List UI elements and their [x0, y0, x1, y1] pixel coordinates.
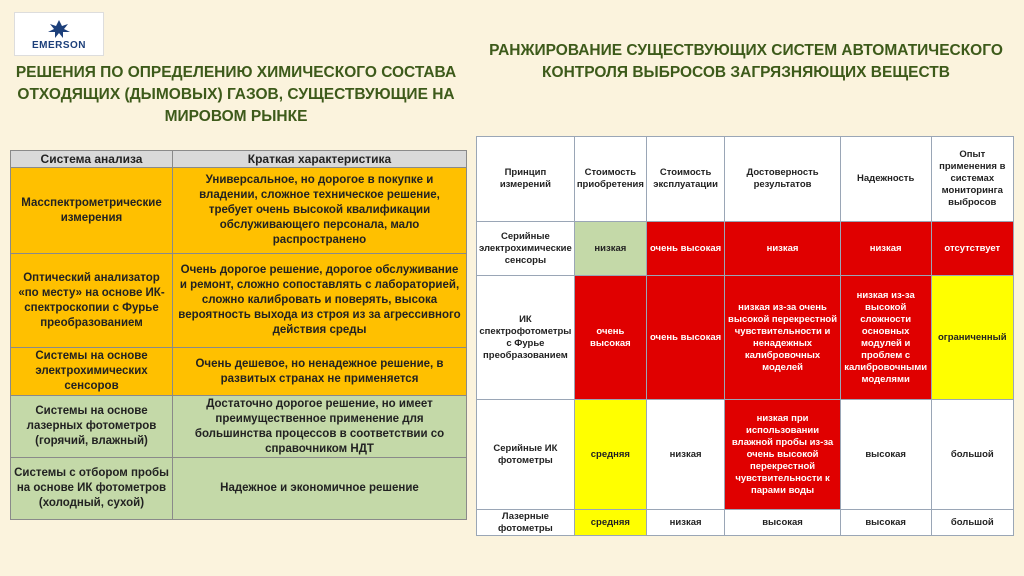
table-cell: ограниченный — [931, 276, 1013, 400]
table-row — [11, 396, 467, 458]
table-cell: низкая — [725, 222, 840, 276]
table-cell: отсутствует — [931, 222, 1013, 276]
table-row — [11, 168, 467, 254]
table-cell: высокая — [840, 400, 931, 510]
table-header-row — [11, 151, 467, 168]
system-name: Системы на основе электрохимических сенсоров — [11, 348, 173, 396]
systems-table — [10, 150, 467, 520]
header-system: Система анализа — [11, 151, 173, 168]
header-reliability-results: Достоверность результатов — [725, 137, 840, 222]
ranking-table — [476, 136, 1014, 536]
right-title: РАНЖИРОВАНИЕ СУЩЕСТВУЮЩИХ СИСТЕМ АВТОМАТИЧЕСКОГО КОНТРОЛЯ ВЫБРОСОВ ЗАГРЯЗНЯЮЩИХ ВЕЩЕСТВ — [489, 42, 1003, 81]
emerson-logo — [14, 12, 104, 56]
header-experience: Опыт применения в системах мониторинга выбросов — [931, 137, 1013, 222]
table-cell: высокая — [840, 510, 931, 536]
header-description: Краткая характеристика — [173, 151, 467, 168]
header-purchase-cost: Стоимость приобретения — [574, 137, 646, 222]
table-row — [477, 400, 1014, 510]
row-label: Серийные ИК фотометры — [477, 400, 575, 510]
header-operating-cost: Стоимость эксплуатации — [646, 137, 724, 222]
header-reliability: Надежность — [840, 137, 931, 222]
table-cell: очень высокая — [646, 276, 724, 400]
table-cell: низкая — [840, 222, 931, 276]
table-cell: низкая при использовании влажной пробы из-за очень высокой перекрестной чувствительности к парами воды — [725, 400, 840, 510]
left-title: РЕШЕНИЯ ПО ОПРЕДЕЛЕНИЮ ХИМИЧЕСКОГО СОСТАВА ОТХОДЯЩИХ (ДЫМОВЫХ) ГАЗОВ, СУЩЕСТВУЮЩИЕ НА МИРОВОМ РЫНКЕ — [15, 64, 457, 125]
table-header-row — [477, 137, 1014, 222]
table-cell: низкая из-за высокой сложности основных модулей и проблем с калибровочными моделями — [840, 276, 931, 400]
emerson-logo-icon — [46, 18, 72, 40]
table-row — [11, 458, 467, 520]
table-cell: средняя — [574, 510, 646, 536]
table-cell: низкая — [574, 222, 646, 276]
table-row — [11, 348, 467, 396]
table-cell: средняя — [574, 400, 646, 510]
table-row — [477, 222, 1014, 276]
table-cell: очень высокая — [574, 276, 646, 400]
system-description: Очень дешевое, но ненадежное решение, в развитых странах не применяется — [173, 348, 467, 396]
header-principle: Принцип измерений — [477, 137, 575, 222]
table-cell: высокая — [725, 510, 840, 536]
system-description: Надежное и экономичное решение — [173, 458, 467, 520]
table-cell: большой — [931, 510, 1013, 536]
system-name: Системы на основе лазерных фотометров (горячий, влажный) — [11, 396, 173, 458]
system-name: Системы с отбором пробы на основе ИК фотометров (холодный, сухой) — [11, 458, 173, 520]
table-row — [477, 276, 1014, 400]
row-label: Серийные электрохимические сенсоры — [477, 222, 575, 276]
table-cell: низкая — [646, 400, 724, 510]
logo-text: EMERSON — [31, 39, 87, 51]
row-label: ИК спектрофотометры с Фурье преобразованием — [477, 276, 575, 400]
table-cell: очень высокая — [646, 222, 724, 276]
system-description: Универсальное, но дорогое в покупке и владении, сложное техническое решение, требует очень высокой квалификации обслуживающего персонала, мало распространено — [173, 168, 467, 254]
row-label: Лазерные фотометры — [477, 510, 575, 536]
table-cell: большой — [931, 400, 1013, 510]
system-name: Оптический анализатор «по месту» на основе ИК-спектроскопии с Фурье преобразованием — [11, 254, 173, 348]
system-description: Очень дорогое решение, дорогое обслуживание и ремонт, сложно сопоставлять с лабораторией, сложно калибровать и поверять, высока вероятность выхода из строя из за агрессивного действия среды — [173, 254, 467, 348]
system-description: Достаточно дорогое решение, но имеет преимущественное применение для большинства процессов в соответствии со справочником НДТ — [173, 396, 467, 458]
table-row — [11, 254, 467, 348]
table-cell: низкая из-за очень высокой перекрестной чувствительности и ненадежных калибровочных моделей — [725, 276, 840, 400]
table-row — [477, 510, 1014, 536]
table-cell: низкая — [646, 510, 724, 536]
system-name: Масспектрометрические измерения — [11, 168, 173, 254]
